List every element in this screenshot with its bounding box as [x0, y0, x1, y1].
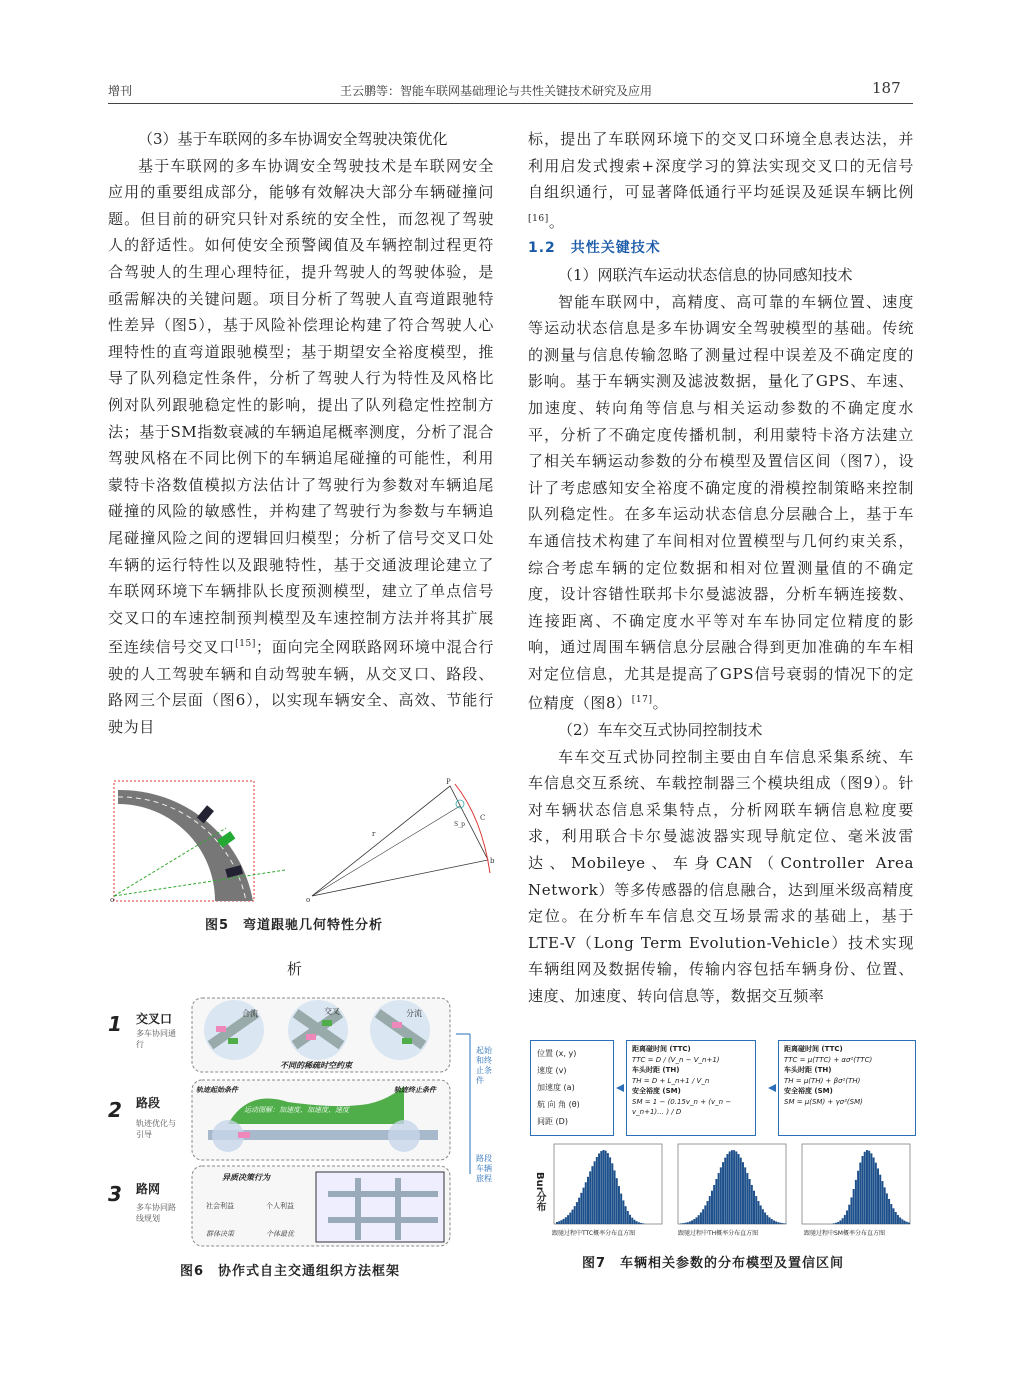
- hist-bar: [563, 1219, 565, 1224]
- fig7-ylabel: Bur分布: [534, 1172, 545, 1212]
- body-paragraph: 基于车联网的多车协调安全驾驶技术是车联网安全应用的重要组成部分，能够有效解决大部分车辆碰撞问题。但目前的研究只针对系统的安全性，而忽视了驾驶人的舒适性。如何使安全预警阈值及车辆控制过程更符合驾驶人的生理心理特征，提升驾驶人的驾驶体验，是亟需解决的关键问题。项目分析了驾驶人直弯道跟驰特性差异（图5），基于风险补偿理论构建了符合驾驶人心理特性的直弯道跟驰模型；基于期望安全裕度模型，推导了队列稳定性条件，分析了驾驶人行为特性及风格比例对队列跟驰稳定性的影响，提出了队列稳定性控制方法；基于SM指数衰减的车辆追尾概率测度，分析了混合驾驶风格在不同比例下的车辆追尾碰撞的可能性，利用蒙特卡洛数值模拟方法估计了驾驶行为参数对车辆追尾碰撞的风险的敏感性，并构建了驾驶行为参数与车辆追尾碰撞风险之间的逻辑回归模型；分析了信号交叉口处车辆的运行特性以及跟驰特性，基于交通波理论建立了车联网环境下车辆排队长度预测模型，建立了单点信号交叉口的车速控制预判模型及车速控制方法并将其扩展至连续信号交叉口[15]；面向完全网联路网环境中混合行驶的人工驾驶车辆和自动驾驶车辆，从交叉口、路段、路网三个层面（图6），以实现车辆安全、高效、节能行驶为目: [108, 156, 494, 737]
- hist-bar: [698, 1215, 700, 1224]
- hist-bar: [589, 1171, 591, 1224]
- svg-text:r: r: [372, 830, 376, 838]
- hist-bar: [757, 1201, 759, 1224]
- hist-bar: [877, 1168, 879, 1224]
- svg-text:个体最优: 个体最优: [266, 1230, 294, 1238]
- hist-bar: [866, 1150, 868, 1224]
- hist-bar: [868, 1151, 870, 1224]
- hist-bar: [691, 1220, 693, 1224]
- hist-bar: [598, 1153, 600, 1224]
- hist-bar: [680, 1223, 682, 1224]
- hist-bar: [744, 1167, 746, 1224]
- svg-text:轨迹终止条件: 轨迹终止条件: [394, 1086, 436, 1094]
- hist-bar: [565, 1217, 567, 1224]
- hist-bar: [700, 1212, 702, 1224]
- hist-bar: [749, 1179, 751, 1224]
- hist-bar: [633, 1220, 635, 1224]
- hist-bar: [870, 1153, 872, 1224]
- hist-bar: [842, 1218, 844, 1224]
- hist-bar: [908, 1222, 910, 1224]
- svg-text:b: b: [490, 857, 495, 865]
- hist-bar: [587, 1177, 589, 1224]
- svg-text:合流: 合流: [242, 1009, 258, 1018]
- hist-bar: [578, 1198, 580, 1224]
- figure-5-caption: 图5 弯道跟驰几何特性分析: [205, 918, 384, 933]
- hist-bar: [764, 1212, 766, 1224]
- hist-bar: [614, 1170, 616, 1224]
- hist-bar: [695, 1217, 697, 1224]
- hist-bar: [769, 1217, 771, 1224]
- hist-bar: [684, 1223, 686, 1224]
- fig6-side-label-2: 路段车辆旅程: [476, 1154, 492, 1183]
- running-title: 王云鹏等：智能车联网基础理论与共性关键技术研究及应用: [340, 84, 653, 98]
- hist-bar: [558, 1221, 560, 1224]
- hist-bar: [556, 1222, 558, 1224]
- row3-number: 3: [108, 1182, 122, 1206]
- row2-subtitle: 轨迹优化与引导: [136, 1119, 176, 1139]
- hist-bar: [707, 1201, 709, 1224]
- hist-bar: [607, 1153, 609, 1224]
- hist-bar: [731, 1150, 733, 1224]
- hist-bar: [600, 1151, 602, 1224]
- hist-bar: [857, 1171, 859, 1224]
- svg-text:群体决策: 群体决策: [206, 1230, 234, 1238]
- hist-bar: [729, 1151, 731, 1224]
- hist-bar: [569, 1213, 571, 1224]
- hist-bar: [755, 1196, 757, 1224]
- svg-text:运动图解：加速度、加速度、速度: 运动图解：加速度、加速度、速度: [244, 1106, 349, 1114]
- hist-bar: [780, 1223, 782, 1224]
- figure-6-caption: 图6 协作式自主交通组织方法框架: [180, 1264, 401, 1279]
- hist-bar: [715, 1179, 717, 1224]
- svg-text:交叉: 交叉: [324, 1007, 340, 1016]
- hist-bar: [609, 1157, 611, 1224]
- svg-text:S_p: S_p: [454, 821, 465, 828]
- hist-bar: [848, 1205, 850, 1224]
- hist-bar: [631, 1218, 633, 1224]
- hist-bar: [605, 1151, 607, 1224]
- svg-text:不同的稀疏时空约束: 不同的稀疏时空约束: [280, 1061, 352, 1070]
- hist-bar: [751, 1185, 753, 1224]
- hist-bar: [627, 1211, 629, 1224]
- hist-bar: [884, 1187, 886, 1224]
- svg-text:异质决策行为: 异质决策行为: [222, 1173, 270, 1182]
- hist-bar: [881, 1181, 883, 1224]
- row2-title: 路段: [136, 1096, 161, 1110]
- figure-6-diagram: [188, 994, 498, 1248]
- fig7-box-confidence: 距离碰时间 (TTC) TTC = μ(TTC) + ασ²(TTC) 车头时距 (TH) TH = μ(TH) + βσ²(TH) 安全裕度 (SM) SM = μ(SM) + γσ²(SM): [778, 1040, 916, 1136]
- figure-5-curve-following: [110, 778, 500, 906]
- hist-bar: [837, 1222, 839, 1224]
- hist-bar: [753, 1191, 755, 1224]
- hist-bar: [642, 1223, 644, 1224]
- body-paragraph-sub2: 车车交互式协同控制主要由自车信息采集系统、车车信息交互系统、车载控制器三个模块组成（图9）。针对车辆状态信息采集特点，分析网联车辆信息粒度要求，利用联合卡尔曼滤波器实现导航定位、毫米波雷达、Mobileye、车身CAN（Controller Area Network）等多传感器的信息融合，达到厘米级高精度定位。在分析车车信息交互场景需求的基础上，基于LTE-V（Long Term Evolution-Vehicle）技术实现车辆组网及数据传输，传输内容包括车辆身份、位置、速度、加速度、转向信息等，数据交互频率: [528, 747, 914, 1005]
- hist-bar: [687, 1222, 689, 1224]
- subheading-2: （2）车车交互式协同控制技术: [558, 721, 763, 740]
- header-rule: [108, 103, 913, 104]
- hist-bar: [899, 1217, 901, 1224]
- hist-bar: [853, 1189, 855, 1224]
- hist-bar: [594, 1161, 596, 1224]
- hist-bar: [777, 1222, 779, 1224]
- row2-number: 2: [108, 1098, 122, 1122]
- figure-6-framework: [106, 994, 498, 1248]
- hist-bar: [585, 1182, 587, 1224]
- hist-bar: [879, 1175, 881, 1224]
- hist-bar: [873, 1157, 875, 1224]
- hist-bar: [762, 1209, 764, 1224]
- hist-bar: [602, 1150, 604, 1224]
- hist-bar: [711, 1191, 713, 1224]
- hist-bar: [735, 1151, 737, 1224]
- hist-bar: [888, 1199, 890, 1224]
- svg-text:P: P: [446, 778, 451, 786]
- stray-character: 析: [287, 960, 303, 978]
- hist-bar: [616, 1178, 618, 1224]
- hist-bar: [742, 1162, 744, 1224]
- fig7-box-params: 位置 (x, y) 速度 (v) 加速度 (a) 航 向 角 (θ) 间距 (D): [530, 1040, 614, 1136]
- hist-bar: [720, 1167, 722, 1224]
- svg-text:C: C: [480, 814, 486, 822]
- continued-paragraph: 标，提出了车联网环境下的交叉口环境全息表达法，并利用启发式搜索+深度学习的算法实现交叉口的无信号自组织通行，可显著降低通行平均延误及延误车辆比例[16]。: [528, 130, 914, 231]
- hist-bar: [833, 1223, 835, 1224]
- svg-text:个人利益: 个人利益: [266, 1202, 294, 1210]
- hist-bar: [693, 1219, 695, 1224]
- hist-bar: [746, 1173, 748, 1224]
- hist-bar: [560, 1220, 562, 1224]
- left-column: [108, 126, 494, 741]
- fig7-histograms: [548, 1140, 916, 1234]
- hist-bar: [722, 1162, 724, 1224]
- section-heading: 1.2 共性关键技术: [528, 240, 661, 257]
- hist-bar: [875, 1163, 877, 1224]
- hist-bar: [784, 1223, 786, 1224]
- right-column: [528, 126, 914, 1010]
- hist-bar: [709, 1196, 711, 1224]
- hist-bar: [640, 1223, 642, 1224]
- hist-bar: [574, 1206, 576, 1224]
- hist-bar: [886, 1193, 888, 1224]
- hist-bar: [682, 1223, 684, 1224]
- hist-bar: [844, 1215, 846, 1224]
- subheading-3: （3）基于车联网的多车协调安全驾驶决策优化: [138, 130, 448, 148]
- hist-bar: [718, 1173, 720, 1224]
- hist-bar: [835, 1223, 837, 1224]
- row1-number: 1: [108, 1012, 122, 1036]
- hist-bar: [713, 1185, 715, 1224]
- hist-bar: [775, 1221, 777, 1224]
- subheading-1: （1）网联汽车运动状态信息的协同感知技术: [558, 265, 853, 284]
- hist-bar: [638, 1222, 640, 1224]
- hist-bar: [846, 1210, 848, 1224]
- hist-bar: [618, 1186, 620, 1224]
- hist-bar: [583, 1188, 585, 1224]
- hist-bar: [855, 1180, 857, 1224]
- journal-label: 增刊: [108, 84, 133, 98]
- hist-bar: [906, 1222, 908, 1224]
- hist-bar: [576, 1202, 578, 1224]
- hist-bar: [773, 1220, 775, 1224]
- svg-text:轨迹起始条件: 轨迹起始条件: [196, 1086, 238, 1094]
- svg-text:分流: 分流: [406, 1009, 422, 1018]
- hist-bar: [625, 1206, 627, 1224]
- hist-bar: [620, 1194, 622, 1224]
- hist-caption-1: 跟驰过程中TTC概率分布直方图: [552, 1230, 636, 1237]
- hist-bar: [895, 1212, 897, 1224]
- svg-text:o: o: [306, 896, 311, 904]
- hist-bar: [740, 1158, 742, 1224]
- svg-text:社会利益: 社会利益: [206, 1202, 234, 1210]
- hist-bar: [901, 1219, 903, 1224]
- hist-bar: [771, 1219, 773, 1224]
- hist-bar: [738, 1154, 740, 1224]
- hist-bar: [596, 1157, 598, 1224]
- hist-bar: [591, 1166, 593, 1224]
- hist-bar: [766, 1215, 768, 1224]
- hist-bar: [622, 1200, 624, 1224]
- row1-title: 交叉口: [136, 1012, 173, 1026]
- row3-title: 路网: [136, 1182, 161, 1196]
- hist-bar: [890, 1204, 892, 1224]
- hist-bar: [629, 1215, 631, 1224]
- fig6-side-label-1: 起始和终止条件: [476, 1046, 492, 1085]
- hist-bar: [733, 1150, 735, 1224]
- hist-caption-3: 跟驰过程中SM概率分布直方图: [804, 1230, 885, 1237]
- hist-bar: [760, 1205, 762, 1224]
- hist-bar: [689, 1221, 691, 1224]
- hist-bar: [726, 1154, 728, 1224]
- hist-bar: [904, 1221, 906, 1224]
- row1-subtitle: 多车协同通行: [136, 1029, 176, 1049]
- hist-bar: [850, 1197, 852, 1224]
- hist-bar: [862, 1156, 864, 1224]
- body-paragraph-sub1: 智能车联网中，高精度、高可靠的车辆位置、速度等运动状态信息是多车协调安全驾驶模型的基础。传统的测量与信息传输忽略了测量过程中误差及不确定度的影响。基于车辆实测及滤波数据，量化了GPS、车速、加速度、转向角等信息与相关运动参数的不确定度水平，分析了不确定度传播机制，利用蒙特卡洛方法建立了相关车辆运动参数的分布模型及置信区间（图7），设计了考虑感知安全裕度不确定度的滑模控制策略来控制队列稳定性。在多车运动状态信息分层融合上，基于车车通信技术构建了车间相对位置模型与几何约束关系，综合考虑车辆的定位数据和相对位置测量值的不确定度，设计容错性联邦卡尔曼滤波器，分析车辆连接数、连接距离、不确定度水平等对车车协同定位精度的影响，通过周围车辆信息分层融合得到更加准确的车车相对定位信息，尤其是提高了GPS信号衰弱的情况下的定位精度（图8）[17]。: [528, 292, 914, 713]
- hist-bar: [724, 1158, 726, 1224]
- page-number: 187: [872, 79, 901, 97]
- hist-bar: [636, 1221, 638, 1224]
- figure-7-caption: 图7 车辆相关参数的分布模型及置信区间: [582, 1256, 845, 1271]
- row3-subtitle: 多车协同路线规划: [136, 1203, 176, 1223]
- hist-bar: [571, 1210, 573, 1224]
- fig7-box-definitions: 距离碰时间 (TTC) TTC = D / (V_n − V_n+1) 车头时距 (TH) TH = D + L_n+1 / V_n 安全裕度 (SM) SM = 1 − (0.15v_n + (v_n − v_n+1)… ) / D: [626, 1040, 756, 1136]
- svg-text:o: o: [110, 896, 115, 904]
- hist-bar: [704, 1205, 706, 1224]
- hist-bar: [839, 1220, 841, 1224]
- figure-7-distribution: [530, 1040, 916, 1244]
- hist-bar: [864, 1152, 866, 1224]
- hist-bar: [893, 1208, 895, 1224]
- hist-bar: [611, 1163, 613, 1224]
- hist-caption-2: 跟驰过程中TH概率分布直方图: [678, 1230, 759, 1237]
- hist-bar: [580, 1193, 582, 1224]
- hist-bar: [782, 1223, 784, 1224]
- hist-bar: [897, 1215, 899, 1224]
- hist-bar: [567, 1215, 569, 1224]
- hist-bar: [859, 1163, 861, 1224]
- hist-bar: [702, 1209, 704, 1224]
